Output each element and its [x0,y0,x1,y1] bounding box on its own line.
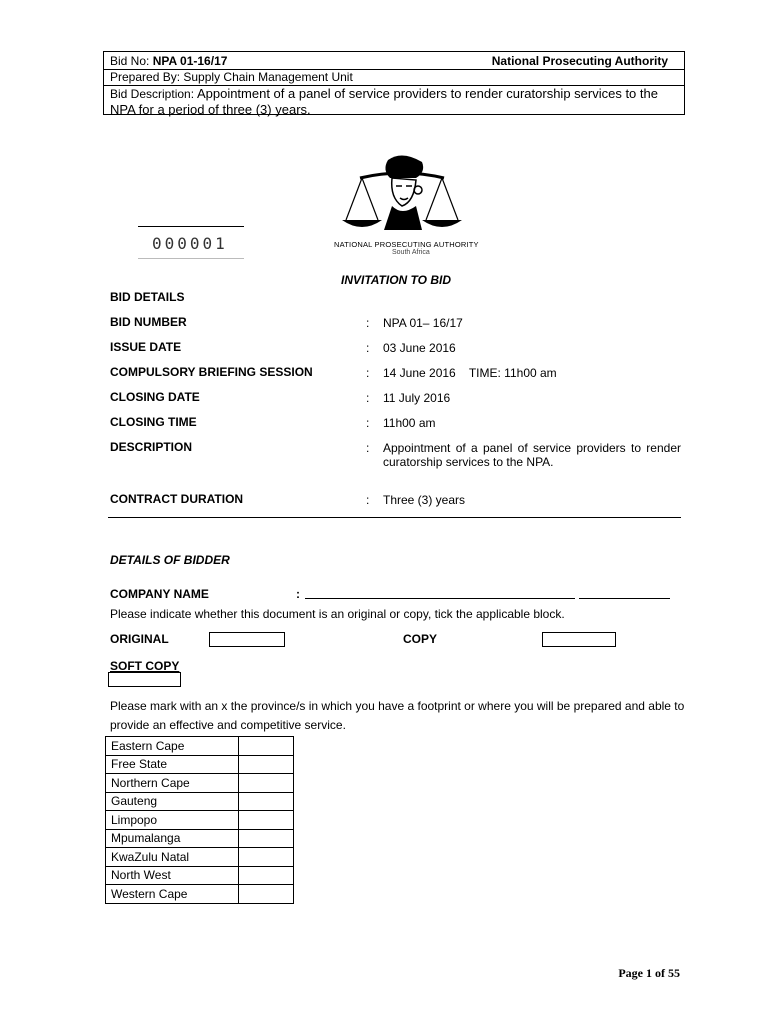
bid-description [110,86,658,117]
province-instruction-line1: Please mark with an x the province/s in which you have a footprint or where you will be prepared and able to [110,699,685,713]
table-row [106,829,294,848]
serial-number-area [136,226,246,260]
bid-description-line1: Appointment of a panel of service providers to render curatorship services to the [196,86,658,101]
logo-org-name: NATIONAL PROSECUTING AUTHORITY [334,240,479,249]
soft-copy-checkbox[interactable] [108,672,181,687]
briefing-session-value: 14 June 2016 TIME: 11h00 am [383,366,557,380]
province-mark-cell[interactable] [239,774,294,793]
briefing-session-label: COMPULSORY BRIEFING SESSION [110,365,313,379]
company-name-field[interactable] [305,598,575,599]
original-label: ORIGINAL [110,632,169,646]
province-mark-cell[interactable] [239,755,294,774]
bid-details-heading: BID DETAILS [110,290,185,304]
bid-description-label: Bid Description: [110,87,195,101]
colon: : [366,341,370,355]
table-row [106,774,294,793]
bid-description-line2: NPA for a period of three (3) years. [110,102,311,117]
contract-duration-label: CONTRACT DURATION [110,492,244,506]
province-mark-cell[interactable] [239,866,294,885]
closing-time-label: CLOSING TIME [110,415,197,429]
page-number: Page 1 of 55 [618,966,680,980]
copy-label: COPY [403,632,438,646]
header-row-description [104,85,684,116]
province-name: KwaZulu Natal [106,848,239,867]
prepared-by: Prepared By: Supply Chain Management Unit [110,70,353,84]
original-copy-instruction: Please indicate whether this document is an original or copy, tick the applicable block. [110,607,565,621]
colon: : [366,441,370,455]
table-row [106,811,294,830]
province-name: Eastern Cape [106,737,239,756]
province-name: Mpumalanga [106,829,239,848]
province-mark-cell[interactable] [239,848,294,867]
bidder-details-heading: DETAILS OF BIDDER [110,553,230,567]
colon: : [366,366,370,380]
issue-date-value: 03 June 2016 [383,341,456,355]
section-divider [108,517,681,518]
province-mark-cell[interactable] [239,885,294,904]
org-name: National Prosecuting Authority [491,54,668,68]
header-row-bid-no [104,52,684,70]
table-row [106,866,294,885]
logo-country: South Africa [392,249,430,256]
province-name: Northern Cape [106,774,239,793]
closing-date-value: 11 July 2016 [383,391,451,405]
serial-bottom-line [138,258,244,259]
bid-header-box [103,51,685,115]
province-name: Gauteng [106,792,239,811]
province-name: Western Cape [106,885,239,904]
colon: : [366,493,370,507]
table-row [106,755,294,774]
closing-date-label: CLOSING DATE [110,390,200,404]
province-name: Free State [106,755,239,774]
colon: : [366,316,370,330]
soft-copy-label: SOFT COPY [110,659,180,673]
bid-no-text [110,54,227,68]
province-mark-cell[interactable] [239,829,294,848]
table-row [106,737,294,756]
serial-number: 000001 [152,234,228,253]
province-table [105,736,294,904]
company-name-colon: : [296,587,300,601]
header-row-prepared-by [104,69,684,86]
province-name: North West [106,866,239,885]
province-instruction-line2: provide an effective and competitive service. [110,718,346,732]
colon: : [366,416,370,430]
contract-duration-value: Three (3) years [383,493,466,507]
description-label: DESCRIPTION [110,440,193,454]
serial-top-line [138,226,244,227]
province-mark-cell[interactable] [239,811,294,830]
company-name-field-extra[interactable] [579,598,670,599]
bid-no-label: Bid No: [110,54,150,68]
company-name-label: COMPANY NAME [110,587,209,601]
npa-logo [330,150,479,262]
bid-number-label: BID NUMBER [110,315,187,329]
original-checkbox[interactable] [209,632,285,647]
description-value: Appointment of a panel of service providers to render curatorship services to the NPA. [383,441,681,469]
province-name: Limpopo [106,811,239,830]
table-row [106,848,294,867]
bid-no-value: NPA 01-16/17 [152,54,228,68]
table-row [106,885,294,904]
bid-number-value: NPA 01– 16/17 [383,316,463,330]
issue-date-label: ISSUE DATE [110,340,182,354]
province-mark-cell[interactable] [239,737,294,756]
copy-checkbox[interactable] [542,632,616,647]
table-row [106,792,294,811]
invitation-title: INVITATION TO BID [341,273,451,287]
closing-time-value: 11h00 am [383,416,436,430]
province-mark-cell[interactable] [239,792,294,811]
colon: : [366,391,370,405]
